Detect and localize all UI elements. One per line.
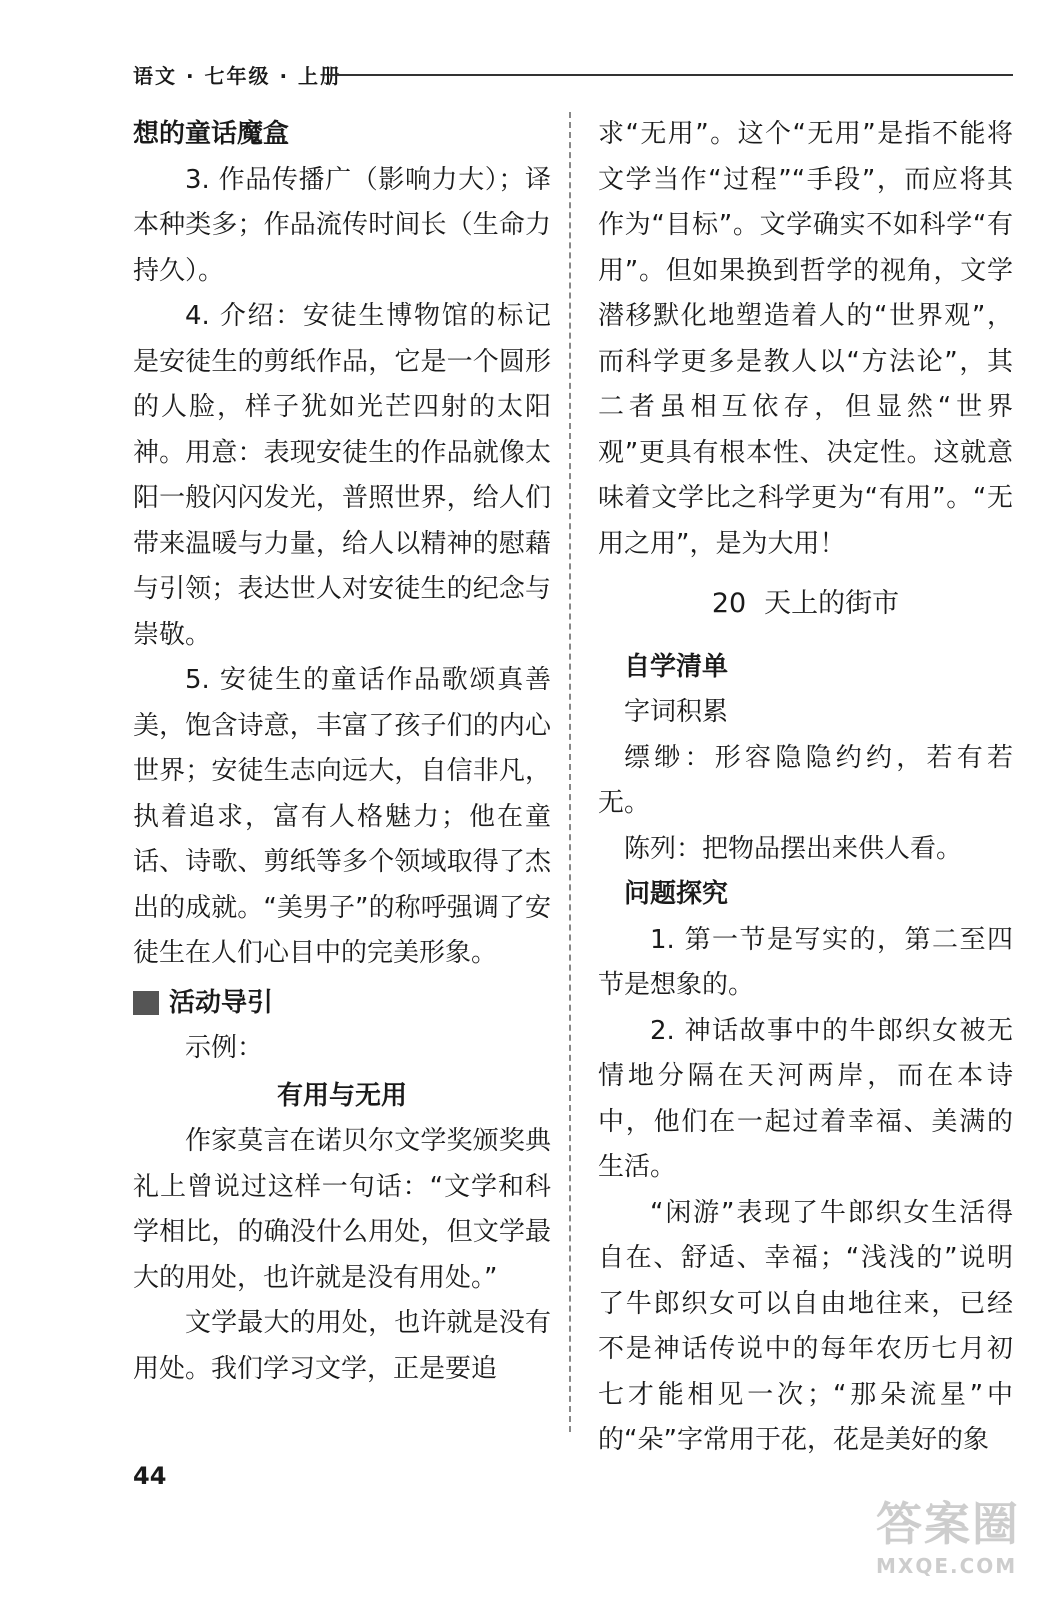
left-paragraph: 4. 介绍：安徒生博物馆的标记是安徒生的剪纸作品，它是一个圆形的人脸，样子犹如光芒四射的太阳神。用意：表现安徒生的作品就像太阳一般闪闪发光，普照世界，给人们带来温暖与力量，给人以精神的慰藉与引领；表达世人对安徒生的纪念与崇敬。: [133, 301, 551, 650]
lesson-name: 天上的街市: [764, 588, 900, 619]
answer-paragraph: “闲游”表现了牛郎织女生活得自在、舒适、幸福；“浅浅的”说明了牛郎织女可以自由地往来，已经不是神话传说中的每年农历七月初七才能相见一次；“那朵流星”中的“朵”字常用于花，花是美好的象: [598, 1197, 1013, 1455]
essay-paragraph: 文学最大的用处，也许就是没有用处。我们学习文学，正是要追: [133, 1308, 551, 1384]
essay-paragraph: 作家莫言在诺贝尔文学奖颁奖典礼上曾说过这样一句话：“文学和科学相比，的确没什么用处，但文学最大的用处，也许就是没有用处。”: [133, 1126, 551, 1293]
book-title: 语文 · 七年级 · 上册: [133, 64, 343, 88]
section-heading-label: 活动导引: [169, 987, 274, 1018]
essay-paragraph: 求“无用”。这个“无用”是指不能将文学当作“过程”“手段”，而应将其作为“目标”。文学确实不如科学“有用”。但如果换到哲学的视角，文学潜移默化地塑造着人的“世界观”，而科学更多是教人以“方法论”，其二者虽相互依存，但显然“世界观”更具有根本性、决定性。这就意味着文学比之科学更为“有用”。“无用之用”，是为大用！: [598, 119, 1013, 559]
answer-paragraph: 2. 神话故事中的牛郎织女被无情地分隔在天河两岸，而在本诗中，他们在一起过着幸福、美满的生活。: [598, 1015, 1013, 1182]
page-number: 44: [133, 1462, 167, 1490]
essay-title: 有用与无用: [276, 1080, 407, 1111]
watermark-url: MXQE.COM: [876, 1554, 1018, 1578]
watermark-text: 答案圈: [876, 1497, 1020, 1551]
subheading: 问题探究: [624, 879, 729, 909]
word-entry: 缥缈：形容隐隐约约，若有若无。: [598, 742, 1013, 818]
answer-paragraph: 1. 第一节是写实的，第二至四节是想象的。: [598, 924, 1013, 1000]
left-paragraph: 5. 安徒生的童话作品歌颂真善美，饱含诗意，丰富了孩子们的内心世界；安徒生志向远大，自信非凡，执着追求，富有人格魅力；他在童话、诗歌、剪纸等多个领域取得了杰出的成就。“美男子”的称呼强调了安徒生在人们心目中的完美形象。: [133, 665, 551, 968]
lesson-number: 20: [711, 588, 747, 619]
watermark: [876, 1488, 1026, 1588]
section-heading: [133, 981, 551, 1027]
lesson-title: [598, 581, 1013, 627]
left-column: [133, 112, 551, 1392]
section-marker-icon: [133, 991, 159, 1015]
subheading: 字词积累: [624, 697, 729, 727]
right-column: [598, 112, 1013, 1464]
subheading: 自学清单: [624, 651, 729, 682]
word-entry: 陈列：把物品摆出来供人看。: [624, 833, 963, 864]
column-divider: [569, 112, 571, 1432]
header-rule: [330, 74, 1013, 76]
example-label: 示例：: [185, 1033, 264, 1063]
left-paragraph: 3. 作品传播广（影响力大）；译本种类多；作品流传时间长（生命力持久）。: [133, 164, 551, 286]
page-header: [133, 60, 1013, 94]
left-paragraph: 想的童话魔盒: [133, 119, 290, 149]
